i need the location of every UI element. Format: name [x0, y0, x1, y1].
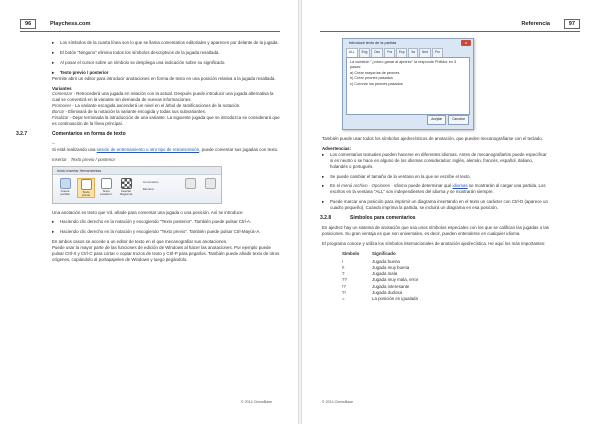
- new-game-button[interactable]: Nueva partida: [56, 178, 74, 198]
- section-dash: --: [52, 140, 55, 146]
- table-header-row: [342, 251, 418, 259]
- page-number: 97: [564, 19, 580, 29]
- column-header: Significado: [372, 250, 396, 256]
- paragraph: Puede usar la mayor parte de las funciones de edición de Windows al hacer las anotaciones. Por ejemplo puede pulsar Ctrl-X y Ctrl-C para cortar o copiar trozos de texto y Ctrl-P para pegarlos. También puede añadir texto de otros orígenes, copiándolo al portapapeles de Windows y luego pegándolo.: [52, 245, 280, 262]
- menu-path: Insertar Texto previo / posterior: [52, 156, 116, 162]
- variant-term: Promover: [52, 103, 72, 109]
- text-before-icon: [81, 179, 92, 190]
- close-icon[interactable]: x: [461, 40, 471, 46]
- paragraph: Permite abrir un editor para introducir anotaciones en forma de texto en una posición relativa a la jugada resaltada.: [52, 75, 276, 81]
- ok-button[interactable]: Aceptar: [427, 115, 446, 125]
- tab-ita[interactable]: Ita: [408, 48, 418, 57]
- paragraph: En ajedrez hay un sistema de anotación que usa unos símbolos especiales con los que se califican las jugadas o las posiciones. Su gran ventaja es que son universales, es decir, pueden entenderse en cualquier idioma.: [322, 224, 549, 236]
- tab-ned[interactable]: Ned: [419, 48, 431, 57]
- text-entry-dialog: [342, 38, 474, 130]
- subheading-variantes: Variantes: [52, 85, 72, 91]
- delete-small-button[interactable]: Eliminar: [143, 186, 154, 191]
- menu-path: menú archivo · Opciones · Idioma: [341, 183, 408, 189]
- page-footer: © 2014 ChessBase: [322, 400, 354, 404]
- bullet-item: ▸ Los comentarios textuales pueden hacerse en diferentes idiomas. Antes de mecanografiarlos puede especificar si es neutro o se hace en alguno de los idiomas considerados: inglés, alemán, francés, español, italiano, holandés o portugués.: [322, 152, 550, 170]
- page-footer: © 2014 ChessBase: [240, 400, 272, 404]
- paragraph: También puede usar todos los símbolos ajedrecísticos de anotación, que pueden mecanografiarse con el teclado.: [322, 136, 543, 141]
- section-number: 3.2.8: [320, 215, 332, 222]
- tab-all[interactable]: ALL: [346, 48, 358, 57]
- left-page-body: [16, 40, 280, 263]
- language-tabs: [343, 47, 473, 57]
- toolbar-icon-right-2[interactable]: [201, 178, 219, 198]
- bullet-item: ▸ En el menú archivo · Opciones · Idioma puede determinar qué idiomas se mostrarán al cargar una partida. Los escritos en la ventana "ALL" son independientes del idioma y se mostrarán siempre.: [322, 183, 550, 195]
- variant-item: Finalizar - Dejar terminada la introducción de una variante. La siguiente jugada que se introduzca se considerará que es continuación de la línea principal.: [52, 115, 280, 126]
- tab-fra[interactable]: Fra: [384, 48, 395, 57]
- dialog-title: Introducir texto de la partida x: [343, 39, 473, 47]
- bullet-item: ▸ El botón "Ninguno" elimina todos los símbolos descriptivos de la jugada resaltada.: [52, 50, 280, 56]
- table-row: = La posición es igualada: [342, 296, 418, 302]
- chessboard-icon: [121, 178, 132, 189]
- training-session-link[interactable]: sesión de entrenamiento u otro tipo de retransmisión: [96, 146, 200, 152]
- variant-term: Comenzar: [52, 91, 73, 97]
- variant-term: Finalizar: [52, 115, 69, 121]
- table-row: !? Jugada interesante: [342, 283, 410, 289]
- symbols-table: [342, 251, 418, 303]
- left-page-header: [20, 18, 280, 32]
- variant-item: Borrar - Eliminará de la notación la variante escogida y todas sus subvariantes.: [52, 109, 207, 115]
- arrow-icon: [185, 178, 196, 189]
- bullet-item: ▸ Se puede cambiar el tamaño de la ventana en la que se escribe el texto.: [322, 174, 550, 180]
- comment-textarea[interactable]: La cuestión "¿cómo ganar al ajedrez" la responde Philidor en 3 pasos: a) Crear mayorías de peones b) Crear peones pasados c) Coronar los peones pasados: [346, 57, 470, 115]
- bullet-item: ▸ Al posar el cursor sobre un símbolo se despliega una indicación sobre su significado.: [52, 60, 280, 66]
- text-after-button[interactable]: Texto posterior: [97, 178, 115, 198]
- subheading-texto-previo: ▸ Texto previo / posterior: [52, 70, 280, 76]
- table-row: !! Jugada muy buena: [342, 264, 410, 270]
- paragraph: Una anotación es texto que Vd. añade para comentar una jugada o una posición. Así se introduce:: [52, 209, 244, 215]
- comment-small-button[interactable]: Comentario: [143, 179, 159, 184]
- right-page-body: [322, 38, 550, 303]
- table-row: ?! Jugada dudosa: [342, 290, 403, 296]
- dialog-buttons: [427, 115, 469, 125]
- tab-deu[interactable]: Deu: [371, 48, 383, 57]
- bullet-item: ▸ Los símbolos de la cuarta línea son lo que se llama comentarios editoriales y aparecen por delante de la jugada.: [52, 40, 280, 46]
- page-number: 96: [20, 19, 36, 29]
- right-page: [300, 0, 600, 424]
- variant-item: Comenzar - Retrocederá una jugada en relación con la actual. Después puede introducir una jugada alternativa la cual se convertirá en la variante sin demanda de nuevas informaciones.: [52, 91, 274, 103]
- variant-item: Promover - La variante escogida ascenderá un nivel en el árbol de ramificaciones de la notación.: [52, 103, 241, 109]
- section-heading: [322, 216, 550, 222]
- bullet-item: ▸ Puede marcar una posición para imprimir un diagrama insertando en el texto un carácter con Ctrl-D (aparece un cuadro pequeño). Cuando imprima la partida, se incluirá un diagrama en esa posición.: [322, 199, 550, 211]
- section-title: Comentarios en forma de texto: [52, 130, 126, 137]
- ribbon-toolbar-screenshot: [52, 166, 222, 204]
- table-row: ?? Jugada muy mala, error: [342, 277, 419, 283]
- new-game-icon: [60, 178, 71, 189]
- toolbar-icon-right-1[interactable]: [181, 178, 199, 198]
- tab-eng[interactable]: Eng: [359, 48, 371, 57]
- table-row: ? Jugada mala: [342, 271, 398, 277]
- column-header: Símbolo: [342, 250, 360, 256]
- section-number: 3.2.7: [16, 130, 28, 137]
- table-row: ! Jugada buena: [342, 258, 400, 264]
- ribbon-tabs: Inicio Insertar Herramientas: [53, 167, 221, 175]
- languages-link[interactable]: idiomas: [452, 183, 468, 189]
- text-after-icon: [101, 178, 112, 189]
- header-title: Playchess.com: [50, 21, 91, 27]
- cancel-button[interactable]: Cancelar: [448, 115, 469, 125]
- arrow-icon: [205, 178, 216, 189]
- tab-esp[interactable]: Esp: [396, 48, 408, 57]
- paragraph: El programa conoce y utiliza los símbolos internacionales de anotación ajedrecística. He aquí los más importantes:: [322, 240, 546, 246]
- tab-por[interactable]: Por: [432, 48, 443, 57]
- paragraph: En ambos casos se accede a un editor de texto en el que mecanografiar sus anotaciones.: [52, 239, 228, 245]
- section-heading: [16, 130, 280, 138]
- bullet-item: ▸ Haciendo clic derecho en la notación y escogiendo "Texto previo". También puede pulsar Ctrl-Mayús-A.: [52, 229, 280, 235]
- text-before-button[interactable]: Texto previo: [77, 178, 95, 198]
- bullet-item: ▸ Haciendo clic derecho en la notación y escogiendo "Texto posterior". También puede pulsar Ctrl-A.: [52, 219, 280, 225]
- insert-diagram-button[interactable]: Insertar diagrama: [117, 178, 135, 198]
- section-title: Símbolos para comentarios: [350, 215, 416, 222]
- header-title: Referencia: [521, 21, 550, 27]
- right-page-header: [320, 18, 580, 32]
- variant-term: Borrar: [52, 109, 65, 115]
- paragraph: Si está realizando una sesión de entrenamiento u otro tipo de retransmisión, puede comentar sus jugadas con texto.: [52, 146, 279, 152]
- subheading-advertencias: Advertencias:: [322, 145, 352, 151]
